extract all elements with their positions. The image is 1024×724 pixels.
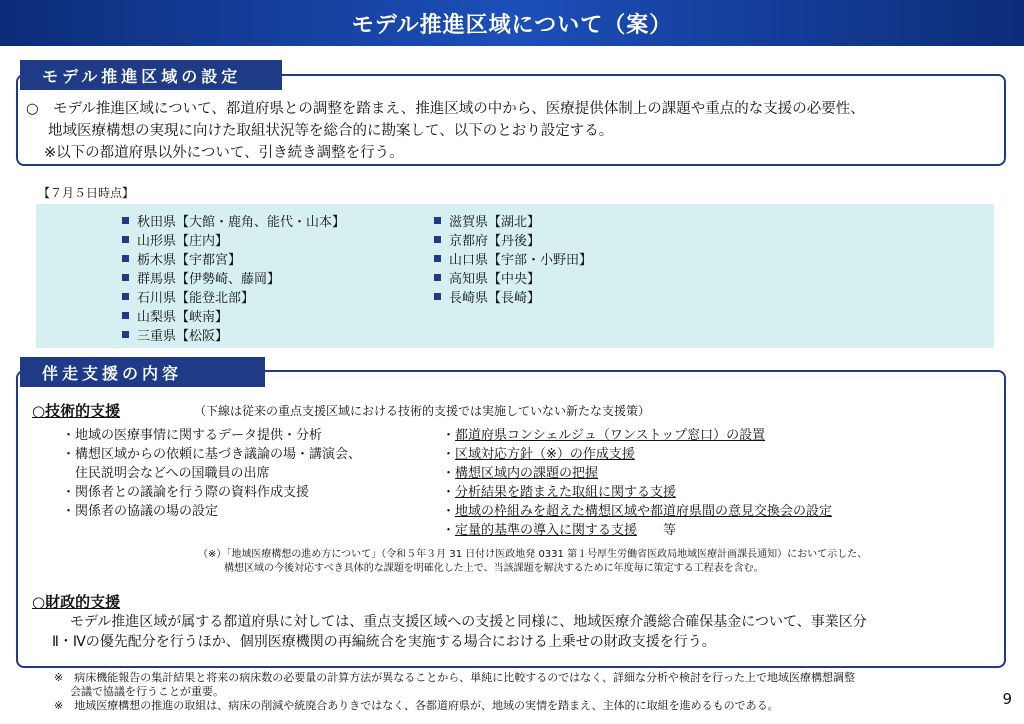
section-tab-setting: モデル推進区域の設定: [20, 60, 282, 90]
prefecture-item: 滋賀県【湖北】: [434, 213, 592, 232]
technical-support-heading: ○技術的支援: [32, 402, 121, 420]
square-bullet-icon: [434, 217, 441, 224]
prefecture-item: 高知県【中央】: [434, 270, 592, 289]
square-bullet-icon: [122, 312, 129, 319]
tech-right-item: ・区域対応方針（※）の作成支援: [442, 447, 635, 462]
footnote-2: ※ 地域医療構想の推進の取組は、病床の削減や統廃合ありきではなく、各都道府県が、地域の実情を踏まえ、主体的に取組を進めるものである。: [54, 699, 779, 712]
financial-support-heading: ○財政的支援: [32, 593, 121, 611]
prefecture-item: 栃木県【宇都宮】: [122, 251, 345, 270]
square-bullet-icon: [122, 331, 129, 338]
prefecture-item: 群馬県【伊勢崎、藤岡】: [122, 270, 345, 289]
setting-description: [26, 98, 865, 164]
reference-note-line-1: （※）「地域医療構想の進め方について」（令和５年３月 31 日付け医政地発 0331 第１号厚生労働省医政局地域医療計画課長通知）において示した、: [198, 549, 868, 560]
date-note: 【７月５日時点】: [38, 186, 135, 200]
square-bullet-icon: [122, 293, 129, 300]
setting-line-3: ※以下の都道府県以外について、引き続き調整を行う。: [44, 145, 404, 161]
prefecture-column-right: [434, 213, 592, 308]
title-bar: [0, 0, 1024, 46]
support-content-box: [16, 370, 1006, 668]
technical-support-note: （下線は従来の重点支援区域における技術的支援では実施していない新たな支援策）: [194, 404, 651, 418]
tech-right-item: ・分析結果を踏まえた取組に関する支援: [442, 485, 677, 500]
reference-note-line-2: 構想区域の今後対応すべき具体的な課題を明確化した上で、当該課題を解決するために年度毎に策定する工程表を含む。: [224, 563, 764, 574]
prefecture-item: 山口県【宇部・小野田】: [434, 251, 592, 270]
square-bullet-icon: [122, 236, 129, 243]
tech-right-item: ・定量的基準の導入に関する支援 等: [442, 523, 677, 538]
prefecture-item: 山形県【庄内】: [122, 232, 345, 251]
tech-right-item: ・都道府県コンシェルジュ（ワンストップ窓口）の設置: [442, 428, 766, 443]
setting-line-1: ○ モデル推進区域について、都道府県との調整を踏まえ、推進区域の中から、医療提供体制上の課題や重点的な支援の必要性、: [26, 101, 865, 117]
tech-left-item: ・構想区域からの依頼に基づき議論の場・講演会、: [62, 447, 362, 462]
square-bullet-icon: [434, 255, 441, 262]
prefecture-item: 京都府【丹後】: [434, 232, 592, 251]
setting-line-2: 地域医療構想の実現に向けた取組状況等を総合的に勘案して、以下のとおり設定する。: [48, 123, 614, 139]
tech-left-item: ・関係者の協議の場の設定: [62, 504, 219, 519]
page-number: 9: [1002, 690, 1012, 708]
tech-right-item: ・構想区域内の課題の把握: [442, 466, 599, 481]
tech-right-item: ・地域の枠組みを超えた構想区域や都道府県間の意見交換会の設定: [442, 504, 833, 519]
prefecture-column-left: [122, 213, 345, 346]
square-bullet-icon: [434, 236, 441, 243]
prefecture-item: 秋田県【大館・鹿角、能代・山本】: [122, 213, 345, 232]
square-bullet-icon: [434, 293, 441, 300]
tech-left-item: ・地域の医療事情に関するデータ提供・分析: [62, 428, 323, 443]
tech-left-item: ・関係者との議論を行う際の資料作成支援: [62, 485, 310, 500]
prefecture-list-box: [36, 204, 994, 348]
square-bullet-icon: [434, 274, 441, 281]
prefecture-item: 山梨県【峡南】: [122, 308, 345, 327]
footnote-1-line-2: 会議で協議を行うことが重要。: [70, 685, 224, 698]
square-bullet-icon: [122, 255, 129, 262]
financial-support-line-2: Ⅱ・Ⅳの優先配分を行うほか、個別医療機関の再編統合を実施する場合における上乗せの財政支援を行う。: [52, 634, 716, 650]
financial-support-line-1: モデル推進区域が属する都道府県に対しては、重点支援区域への支援と同様に、地域医療介護総合確保基金について、事業区分: [70, 614, 867, 630]
prefecture-item: 長崎県【長崎】: [434, 289, 592, 308]
prefecture-item: 三重県【松阪】: [122, 327, 345, 346]
square-bullet-icon: [122, 217, 129, 224]
tech-left-item: 住民説明会などへの国職員の出席: [62, 466, 270, 481]
square-bullet-icon: [122, 274, 129, 281]
page-title: モデル推進区域について（案）: [351, 12, 673, 38]
prefecture-item: 石川県【能登北部】: [122, 289, 345, 308]
section-tab-support: 伴走支援の内容: [20, 357, 265, 387]
footnote-1-line-1: ※ 病床機能報告の集計結果と将来の病床数の必要量の計算方法が異なることから、単純に比較するのではなく、詳細な分析や検討を行った上で地域医療構想調整: [54, 671, 855, 684]
